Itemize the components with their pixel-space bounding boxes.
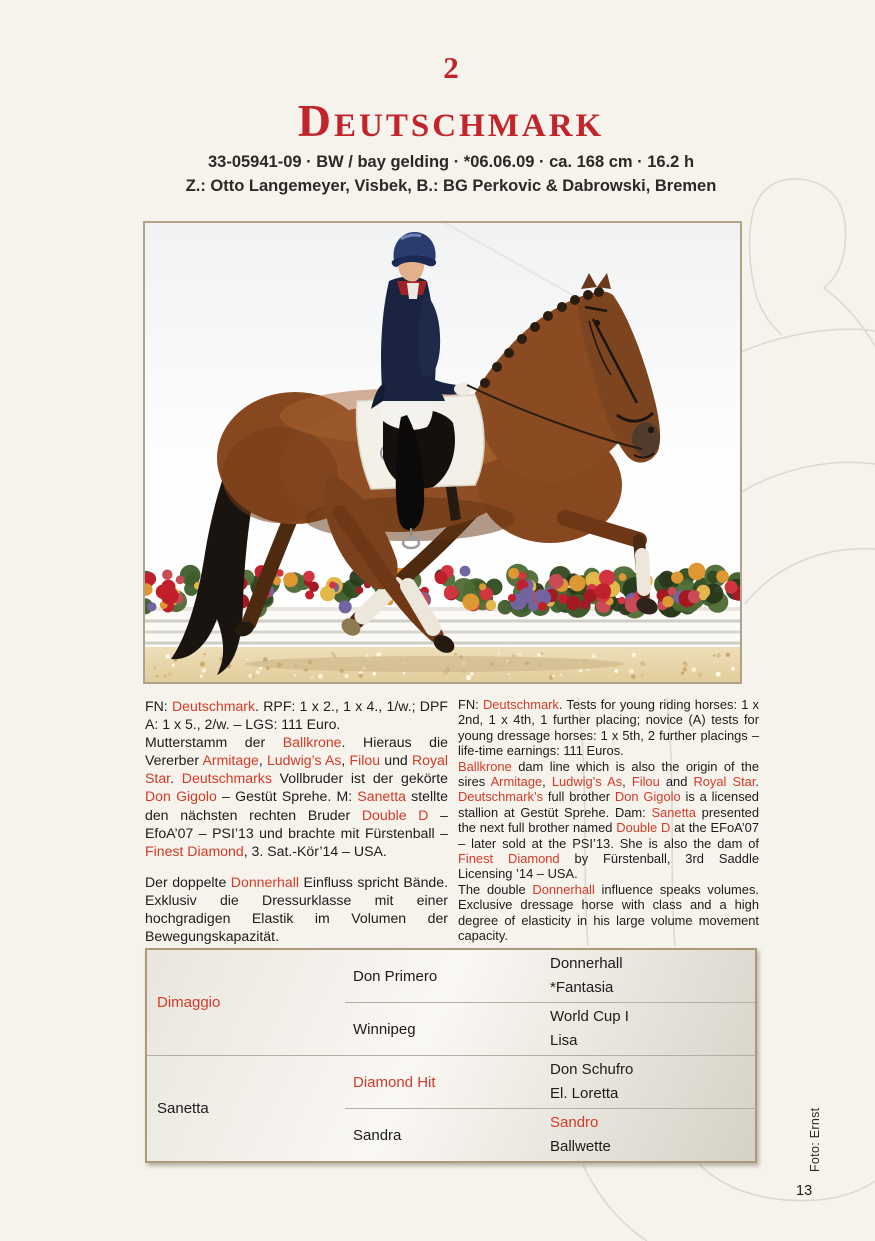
- pedigree-pair: [345, 1002, 755, 1055]
- paragraph-results-de: FN: Deutschmark. RPF: 1 x 2., 1 x 4., 1/w.; DPF A: 1 x 5., 2/w. – LGS: 111 Euro.: [145, 698, 448, 733]
- pedigree-ancestor: Donnerhall: [550, 955, 623, 972]
- pedigree-ancestor: Lisa: [550, 1032, 578, 1049]
- pedigree-ancestor: Ballwette: [550, 1138, 611, 1155]
- pedigree-sire: Dimaggio: [157, 994, 221, 1011]
- text-column-english: [458, 697, 759, 944]
- pedigree-dam-block: [147, 1055, 755, 1161]
- pedigree-sire-block: [147, 950, 755, 1055]
- paragraph-damline-en: Ballkrone dam line which is also the origin of the sires Armitage, Ludwig’s As, Filou and Royal Star. Deutschmark’s full brother Don Gigolo is a licensed stallion at Gestüt Sprehe. Dam: Sanetta presented the next full brother named Double D at the EFoA’07 – later sold at the PSI’13. She is also the dam of Finest Diamond by Fürstenball, 3rd Saddle Licensing ’14 – USA.: [458, 758, 759, 882]
- paragraph-comment-de: Der doppelte Donnerhall Einfluss spricht Bände. Exklusiv die Dressurklasse mit einer hochgradigen Elastik im Volumen der Bewegungskapazität.: [145, 873, 448, 945]
- pedigree-pair: [345, 1056, 755, 1108]
- pedigree-ancestor: El. Loretta: [550, 1085, 619, 1102]
- photo-credit: Foto: Ernst: [808, 1107, 822, 1172]
- pedigree-granddam: Sandra: [353, 1126, 402, 1144]
- pedigree-pair: [345, 950, 755, 1002]
- breeder-line: Z.: Otto Langemeyer, Visbek, B.: BG Perkovic & Dabrowski, Bremen: [185, 176, 717, 195]
- pedigree-pair: [345, 1108, 755, 1161]
- catalog-number: 2: [443, 50, 459, 85]
- text-column-german: [145, 697, 448, 945]
- horse-shadow: [245, 656, 625, 672]
- details-line: 33-05941-09 · BW / bay gelding · *06.06.09 · ca. 168 cm · 16.2 h: [207, 153, 695, 171]
- pedigree-grandsire: Diamond Hit: [353, 1073, 436, 1091]
- white-glove: [454, 383, 472, 396]
- pedigree-ancestor: Sandro: [550, 1114, 599, 1131]
- horse-photo-scene: [145, 223, 740, 682]
- pedigree-ancestor: Don Schufro: [550, 1061, 634, 1078]
- paragraph-results-en: FN: Deutschmark. Tests for young riding horses: 1 x 2nd, 1 x 4th, 1 further placing; novice (A) tests for young dressage horses: 1 x 5th, 2 further placings – life-time earnings: 111 Euros.: [458, 697, 759, 759]
- horse-details: [85, 151, 817, 198]
- pedigree-ancestor: World Cup I: [550, 1008, 629, 1025]
- title-rest: EUTSCHMARK: [334, 108, 605, 144]
- pedigree-ancestor: *Fantasia: [550, 979, 614, 996]
- pedigree-granddam: Winnipeg: [353, 1020, 416, 1038]
- pedigree-dam: Sanetta: [157, 1100, 209, 1117]
- muzzle: [632, 422, 660, 456]
- pedigree-table: [145, 948, 757, 1163]
- paragraph-damline-de: Mutterstamm der Ballkrone. Hieraus die Vererber Armitage, Ludwig’s As, Filou und Royal Star. Deutschmarks Vollbruder ist der gekörte Don Gigolo – Gestüt Sprehe. M: Sanetta stellte den nächsten rechten Bruder Double D – EfoA’07 – PSI’13 und brachte mit Fürstenball – Finest Diamond, 3. Sat.-Kör’14 – USA.: [145, 734, 449, 859]
- page-number: 13: [796, 1183, 813, 1199]
- page-title: [85, 94, 817, 147]
- horse-photo: [143, 221, 742, 684]
- pedigree-grandsire: Don Primero: [353, 967, 438, 985]
- paragraph-comment-en: The double Donnerhall influence speaks volumes. Exclusive dressage horse with class and a high degree of elasticity in his large volume movement capacity.: [458, 881, 759, 944]
- title-initial: D: [297, 95, 335, 146]
